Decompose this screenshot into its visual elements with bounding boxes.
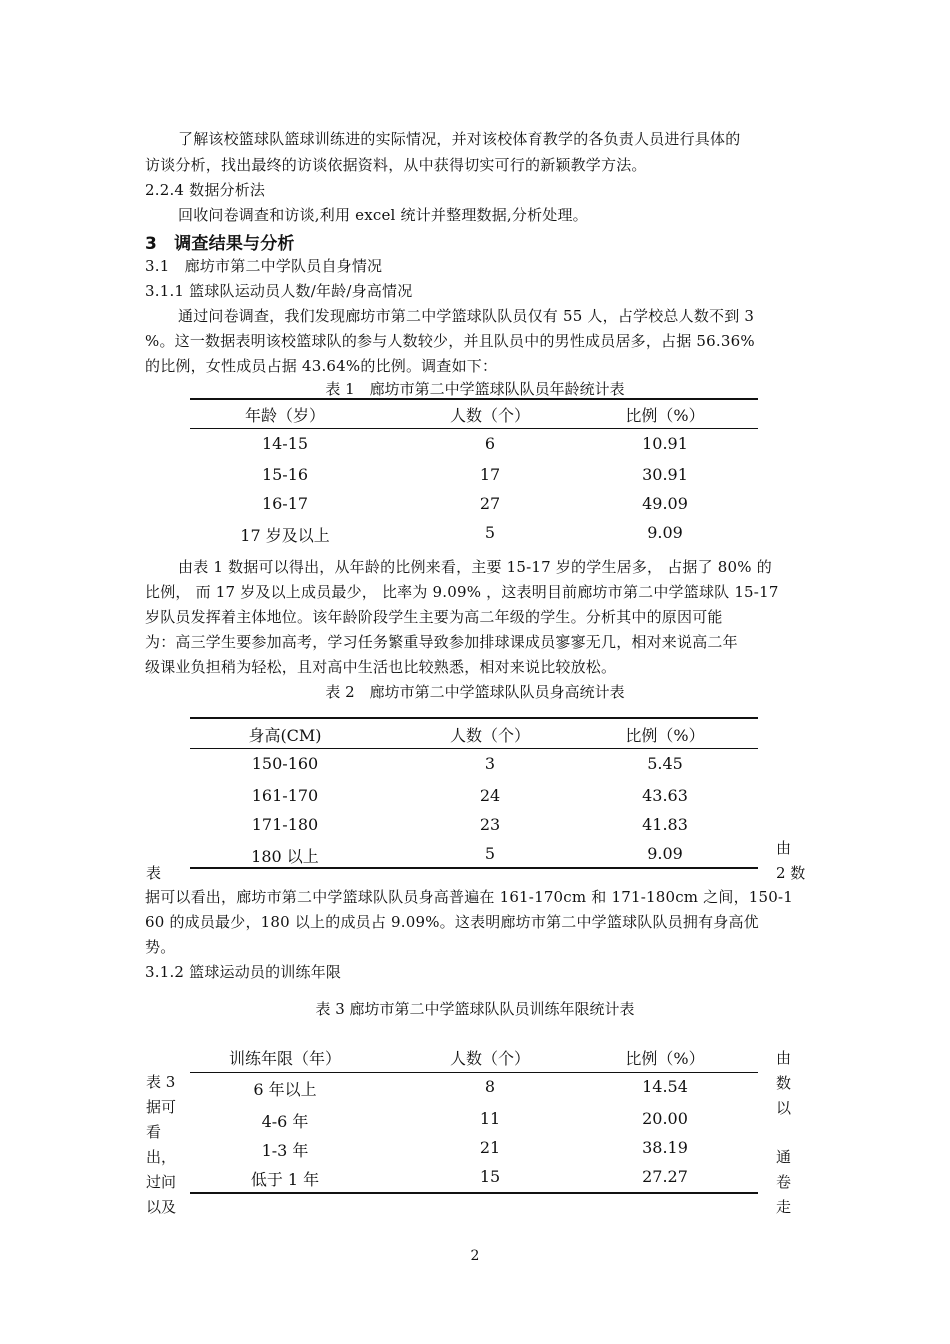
table-cell: 20.00 [642, 1109, 688, 1128]
table-cell: 17 [479, 465, 501, 484]
table-cell: 8 [484, 1077, 496, 1096]
table-cell: 9.09 [647, 844, 683, 863]
side-text: 通 [776, 1148, 792, 1166]
side-text: 表 [146, 864, 162, 882]
table-cell: 5.45 [647, 754, 683, 773]
side-text: 由 [776, 1049, 792, 1067]
paragraph-line: 据可以看出，廊坊市第二中学篮球队队员身高普遍在 161-170cm 和 171-180cm 之间，150-1 [145, 888, 794, 906]
side-text: 出， [146, 1148, 177, 1166]
paragraph-line: 回收问卷调查和访谈,利用 excel 统计并整理数据,分析处理。 [178, 206, 588, 224]
table-caption: 表 2 廊坊市第二中学篮球队队员身高统计表 [325, 683, 625, 701]
table-header-rule [190, 748, 758, 749]
table-cell: 30.91 [642, 465, 688, 484]
table-header: 年龄（岁） [244, 406, 325, 425]
table-header: 人数（个） [449, 1049, 530, 1068]
table-cell: 9.09 [647, 523, 683, 542]
table-cell: 17 岁及以上 [240, 526, 330, 545]
side-text: 以及 [146, 1198, 177, 1216]
paragraph-line: 60 的成员最少，180 以上的成员占 9.09%。这表明廊坊市第二中学篮球队队员拥有身高优 [145, 913, 759, 931]
table-cell: 低于 1 年 [250, 1170, 320, 1189]
paragraph-line: 的比例，女性成员占据 43.64%的比例。调查如下： [145, 357, 498, 375]
side-text: 数 [776, 1074, 792, 1092]
table-top-rule [190, 717, 758, 719]
side-text: 看 [146, 1123, 162, 1141]
table-cell: 3 [484, 754, 496, 773]
paragraph-line: %。这一数据表明该校篮球队的参与人数较少，并且队员中的男性成员居多，占据 56.36% [145, 332, 755, 350]
section-heading: 3.1.2 篮球运动员的训练年限 [145, 963, 342, 981]
table-cell: 161-170 [251, 786, 319, 805]
table-header-rule [190, 1072, 758, 1073]
table-cell: 4-6 年 [261, 1112, 309, 1131]
chapter-heading: 3 调查结果与分析 [145, 234, 295, 254]
side-text: 表 3 [146, 1073, 176, 1091]
table-cell: 43.63 [642, 786, 688, 805]
table-header: 比例（%） [625, 406, 705, 425]
table-header: 身高(CM) [248, 726, 322, 745]
side-text: 卷 [776, 1173, 792, 1191]
table-cell: 180 以上 [251, 847, 319, 866]
table-bottom-rule [190, 1192, 758, 1194]
table-cell: 11 [479, 1109, 501, 1128]
section-heading: 3.1 廊坊市第二中学队员自身情况 [145, 257, 383, 275]
paragraph-line: 通过问卷调查，我们发现廊坊市第二中学篮球队队员仅有 55 人，占学校总人数不到 3 [178, 307, 755, 325]
table-cell: 5 [484, 523, 496, 542]
table-cell: 27 [479, 494, 501, 513]
table-cell: 171-180 [251, 815, 319, 834]
table-cell: 41.83 [642, 815, 688, 834]
page-number: 2 [470, 1248, 480, 1264]
paragraph-line: 势。 [145, 938, 176, 956]
section-heading: 3.1.1 篮球队运动员人数/年龄/身高情况 [145, 282, 413, 300]
paragraph-line: 级课业负担稍为轻松，且对高中生活也比较熟悉，相对来说比较放松。 [145, 658, 617, 676]
table-cell: 27.27 [642, 1167, 688, 1186]
table-cell: 38.19 [642, 1138, 688, 1157]
side-text: 走 [776, 1198, 792, 1216]
paragraph-line: 了解该校篮球队篮球训练进的实际情况，并对该校体育教学的各负责人员进行具体的 [178, 130, 741, 148]
table-header: 比例（%） [625, 726, 705, 745]
side-text: 2 数 [776, 864, 806, 882]
paragraph-line: 由表 1 数据可以得出，从年龄的比例来看，主要 15-17 岁的学生居多， 占据了 80% 的 [178, 558, 772, 576]
table-cell: 49.09 [642, 494, 688, 513]
table-caption: 表 1 廊坊市第二中学篮球队队员年龄统计表 [325, 380, 625, 398]
table-header: 训练年限（年） [228, 1049, 341, 1068]
table-cell: 6 年以上 [253, 1080, 317, 1099]
table-cell: 5 [484, 844, 496, 863]
side-text: 以 [776, 1099, 792, 1117]
table-cell: 15 [479, 1167, 501, 1186]
table-header-rule [190, 428, 758, 429]
table-cell: 14.54 [642, 1077, 688, 1096]
table-top-rule [190, 398, 758, 400]
table-cell: 23 [479, 815, 501, 834]
table-cell: 10.91 [642, 434, 688, 453]
section-heading: 2.2.4 数据分析法 [145, 181, 266, 199]
paragraph-line: 比例， 而 17 岁及以上成员最少， 比率为 9.09% ，这表明目前廊坊市第二中学篮球队 15-17 [145, 583, 779, 601]
table-header: 比例（%） [625, 1049, 705, 1068]
table-cell: 150-160 [251, 754, 319, 773]
table-cell: 24 [479, 786, 501, 805]
table-cell: 21 [479, 1138, 501, 1157]
side-text: 由 [776, 839, 792, 857]
side-text: 过问 [146, 1173, 177, 1191]
table-cell: 1-3 年 [261, 1141, 309, 1160]
paragraph-line: 岁队员发挥着主体地位。该年龄阶段学生主要为高二年级的学生。分析其中的原因可能 [145, 608, 723, 626]
table-cell: 14-15 [261, 434, 309, 453]
paragraph-line: 为：高三学生要参加高考，学习任务繁重导致参加排球课成员寥寥无几，相对来说高二年 [145, 633, 738, 651]
table-header: 人数（个） [449, 726, 530, 745]
table-bottom-rule [190, 867, 758, 869]
table-cell: 15-16 [261, 465, 309, 484]
table-cell: 16-17 [261, 494, 309, 513]
table-caption: 表 3 廊坊市第二中学篮球队队员训练年限统计表 [315, 1000, 635, 1018]
paragraph-line: 访谈分析，找出最终的访谈依据资料，从中获得切实可行的新颖教学方法。 [145, 156, 647, 174]
table-cell: 6 [484, 434, 496, 453]
table-header: 人数（个） [449, 406, 530, 425]
side-text: 据可 [146, 1098, 177, 1116]
